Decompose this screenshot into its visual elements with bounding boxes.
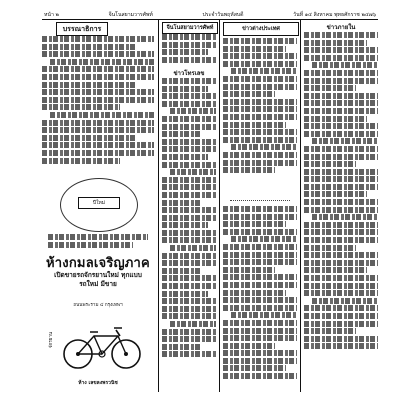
column-3-title: ข่าวต่างประเทศ [223, 22, 299, 36]
column-2-section: ข่าวโทรเลข [173, 70, 205, 77]
editorial-masthead: บรรณาธิการ [56, 22, 108, 36]
ad-line-2: รถใหม่ มีขาย [79, 280, 117, 288]
column-4-text [304, 32, 378, 351]
issue-date: วันที่ ๑๔ สิงหาคม พุทธศักราช ๒๔๗๖ [293, 11, 376, 18]
column-divider [219, 20, 220, 392]
editorial-text [42, 36, 154, 165]
column-3-separator [230, 200, 290, 201]
issue-day: ประจำวันพฤหัสบดี [202, 11, 244, 18]
ad-side-label: จักรยาน [49, 331, 54, 348]
bicycle-advertisement [42, 168, 154, 390]
column-divider [158, 20, 159, 392]
ad-contact: ถนนพระราม ๔ กรุงเทพฯ [73, 303, 123, 308]
ad-footer: ห้าง เลขลงพรวนิช [78, 380, 118, 386]
ad-badge: ปีใหม่ [78, 197, 120, 209]
bicycle-illustration [62, 318, 144, 372]
paper-name: จีนโนสยามวารศัพท์ [108, 11, 153, 18]
column-2-title: จีนโนสยามวารศัพท์ [162, 22, 218, 34]
page-header [44, 10, 376, 19]
page-number: หน้า ๒ [44, 11, 59, 18]
column-2-text [162, 78, 216, 359]
column-2-intro [162, 34, 216, 64]
ad-line-1: เปิดขายรถจักรยานใหม่ ทุกแบบ [54, 271, 142, 279]
ad-brand: ห้างกมลเจริญภาค [46, 256, 150, 271]
column-3-text-lower [223, 206, 297, 381]
column-4-title: ข่าวภายใน [326, 24, 356, 31]
ad-intro-text [48, 234, 148, 249]
column-3-text-upper [223, 38, 297, 175]
column-divider [300, 20, 301, 392]
header-rule [42, 19, 378, 20]
